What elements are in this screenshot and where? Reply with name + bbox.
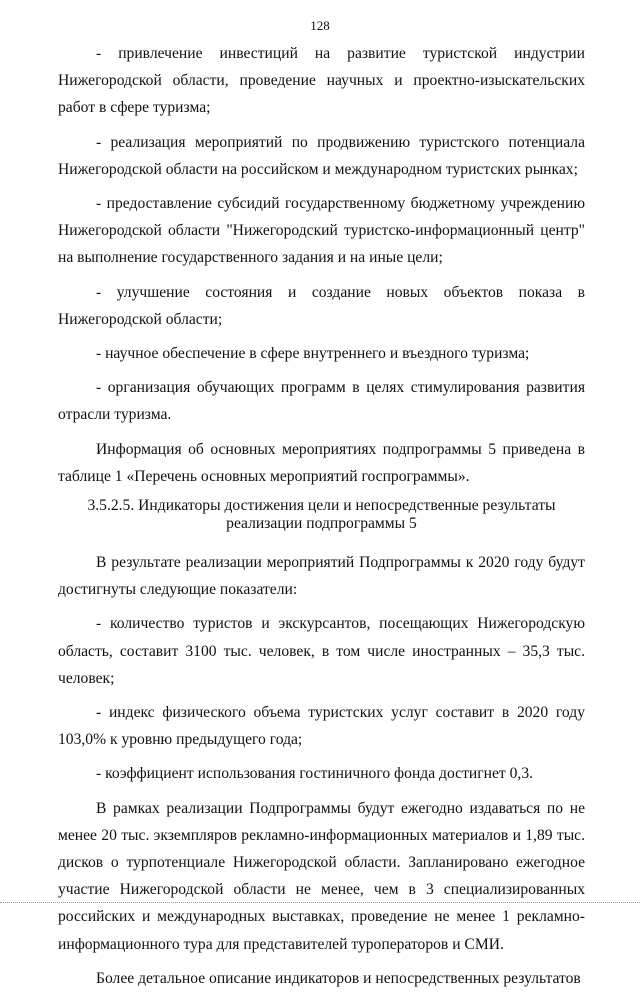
paragraph-hotel-utilization: - коэффициент использования гостиничного фонда достигнет 0,3. <box>96 765 534 783</box>
section-heading-line-2: реализации подпрограммы 5 <box>226 515 417 533</box>
document-body <box>58 40 585 999</box>
paragraph-tourists-count: - количество туристов и экскурсантов, посещающих Нижегородскую область, составит 3100 тыс. человек, в том числе иностранных – 35,3 тыс. человек; <box>58 615 585 687</box>
paragraph-promotion: - реализация мероприятий по продвижению туристского потенциала Нижегородской области на российском и международном туристских рынках; <box>58 133 585 178</box>
paragraph-investments: - привлечение инвестиций на развитие туристской индустрии Нижегородской области, проведение научных и проектно-изыскательских работ в сфере туризма; <box>58 45 585 117</box>
paragraph-services-index: - индекс физического объема туристских услуг составит в 2020 году 103,0% к уровню предыдущего года; <box>58 704 585 749</box>
section-heading-line-1: 3.5.2.5. Индикаторы достижения цели и непосредственные результаты <box>87 497 556 515</box>
paragraph-detailed-description: Более детальное описание индикаторов и непосредственных результатов <box>96 969 581 987</box>
scan-bottom-edge <box>0 902 640 903</box>
page-number: 128 <box>310 18 330 33</box>
paragraph-publications: В рамках реализации Подпрограммы будут ежегодно издаваться по не менее 20 тыс. экземпляров рекламно-информационных материалов и 1,89 тыс. дисков о турпотенциале Нижегородской области. Запланировано ежегодное участие Нижегородской области не менее, чем в 3 специализированных российских и международных выставках, проведение не менее 1 рекламно-информационного тура для представителей туроператоров и СМИ. <box>58 799 585 953</box>
paragraph-table-reference: Информация об основных мероприятиях подпрограммы 5 приведена в таблице 1 «Перечень основных мероприятий госпрограммы». <box>58 440 585 485</box>
paragraph-new-objects: - улучшение состояния и создание новых объектов показа в Нижегородской области; <box>58 283 585 328</box>
paragraph-science: - научное обеспечение в сфере внутреннего и въездного туризма; <box>96 345 530 363</box>
paragraph-training: - организация обучающих программ в целях стимулирования развития отрасли туризма. <box>58 379 585 424</box>
paragraph-subsidies: - предоставление субсидий государственному бюджетному учреждению Нижегородской области "Нижегородский туристско-информационный центр" на выполнение государственного задания и на иные цели; <box>58 195 585 267</box>
paragraph-results-intro: В результате реализации мероприятий Подпрограммы к 2020 году будут достигнуты следующие показатели: <box>58 554 585 599</box>
section-heading <box>58 497 585 533</box>
